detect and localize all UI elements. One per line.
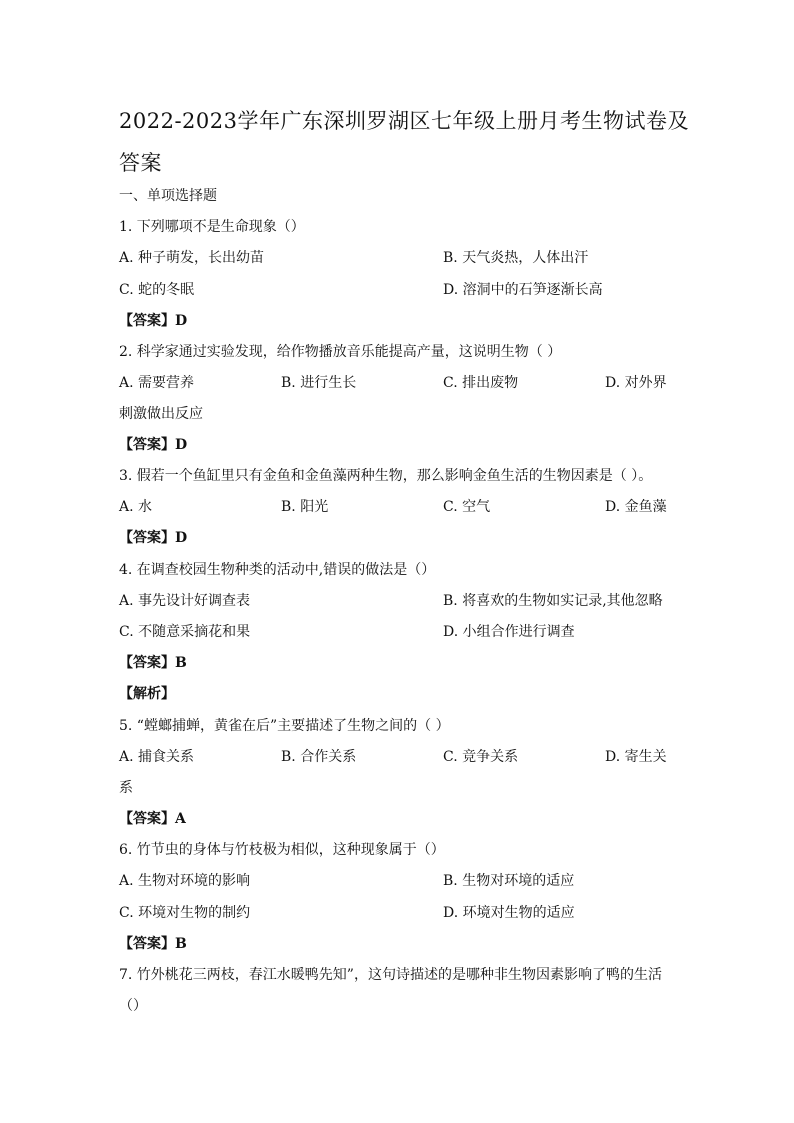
question-5-answer: 【答案】A bbox=[119, 811, 186, 827]
question-6-stem: 6. 竹节虫的身体与竹枝极为相似，这种现象属于（） bbox=[119, 842, 445, 858]
question-2-answer: 【答案】D bbox=[119, 437, 188, 453]
question-7-stem: 7. 竹外桃花三两枝，春江水暖鸭先知”，这句诗描述的是哪种非生物因素影响了鸭的生活 bbox=[119, 967, 662, 983]
question-4-option-b: B. 将喜欢的生物如实记录,其他忽略 bbox=[443, 593, 663, 609]
section-heading: 一、单项选择题 bbox=[119, 188, 217, 204]
question-5-option-a: A. 捕食关系 bbox=[119, 749, 195, 765]
question-2-stem: 2. 科学家通过实验发现，给作物播放音乐能提高产量，这说明生物（ ） bbox=[119, 344, 562, 360]
question-4-option-a: A. 事先设计好调查表 bbox=[119, 593, 251, 609]
question-4-answer: 【答案】B bbox=[119, 655, 187, 671]
question-1-answer: 【答案】D bbox=[119, 313, 188, 329]
question-6-option-a: A. 生物对环境的影响 bbox=[119, 873, 251, 889]
question-4-option-d: D. 小组合作进行调查 bbox=[443, 624, 575, 640]
question-6-option-c: C. 环境对生物的制约 bbox=[119, 905, 251, 921]
question-5-option-d-wrap: 系 bbox=[119, 780, 133, 796]
title-line-1: 2022-2023学年广东深圳罗湖区七年级上册月考生物试卷及 bbox=[119, 109, 689, 133]
question-6-option-b: B. 生物对环境的适应 bbox=[443, 873, 575, 889]
question-3-option-a: A. 水 bbox=[119, 499, 153, 515]
question-2-option-d: D. 对外界 bbox=[605, 375, 667, 391]
question-6-option-d: D. 环境对生物的适应 bbox=[443, 905, 575, 921]
question-2-option-c: C. 排出废物 bbox=[443, 375, 519, 391]
question-2-option-a: A. 需要营养 bbox=[119, 375, 195, 391]
question-7-stem-continued: （） bbox=[119, 998, 147, 1014]
question-5-stem: 5. “螳螂捕蝉，黄雀在后”主要描述了生物之间的（ ） bbox=[119, 718, 450, 734]
question-2-option-b: B. 进行生长 bbox=[281, 375, 357, 391]
question-3-answer: 【答案】D bbox=[119, 530, 188, 546]
question-3-option-b: B. 阳光 bbox=[281, 499, 329, 515]
question-5-option-c: C. 竞争关系 bbox=[443, 749, 519, 765]
question-4-stem: 4. 在调查校园生物种类的活动中,错误的做法是（） bbox=[119, 562, 436, 578]
question-1-stem: 1. 下列哪项不是生命现象（） bbox=[119, 219, 305, 235]
question-1-option-d: D. 溶洞中的石笋逐渐长高 bbox=[443, 282, 603, 298]
question-5-option-d: D. 寄生关 bbox=[605, 749, 667, 765]
question-1-option-a: A. 种子萌发，长出幼苗 bbox=[119, 250, 265, 266]
question-4-analysis: 【解析】 bbox=[119, 686, 175, 702]
question-6-answer: 【答案】B bbox=[119, 936, 187, 952]
title-line-2: 答案 bbox=[119, 151, 162, 175]
question-5-option-b: B. 合作关系 bbox=[281, 749, 357, 765]
question-3-option-d: D. 金鱼藻 bbox=[605, 499, 667, 515]
question-4-option-c: C. 不随意采摘花和果 bbox=[119, 624, 251, 640]
question-3-option-c: C. 空气 bbox=[443, 499, 491, 515]
question-1-option-c: C. 蛇的冬眠 bbox=[119, 282, 195, 298]
question-1-option-b: B. 天气炎热，人体出汗 bbox=[443, 250, 589, 266]
document-title bbox=[119, 100, 689, 184]
question-3-stem: 3. 假若一个鱼缸里只有金鱼和金鱼藻两种生物，那么影响金鱼生活的生物因素是（ ）。 bbox=[119, 468, 653, 484]
question-2-option-d-wrap: 刺激做出反应 bbox=[119, 406, 203, 422]
